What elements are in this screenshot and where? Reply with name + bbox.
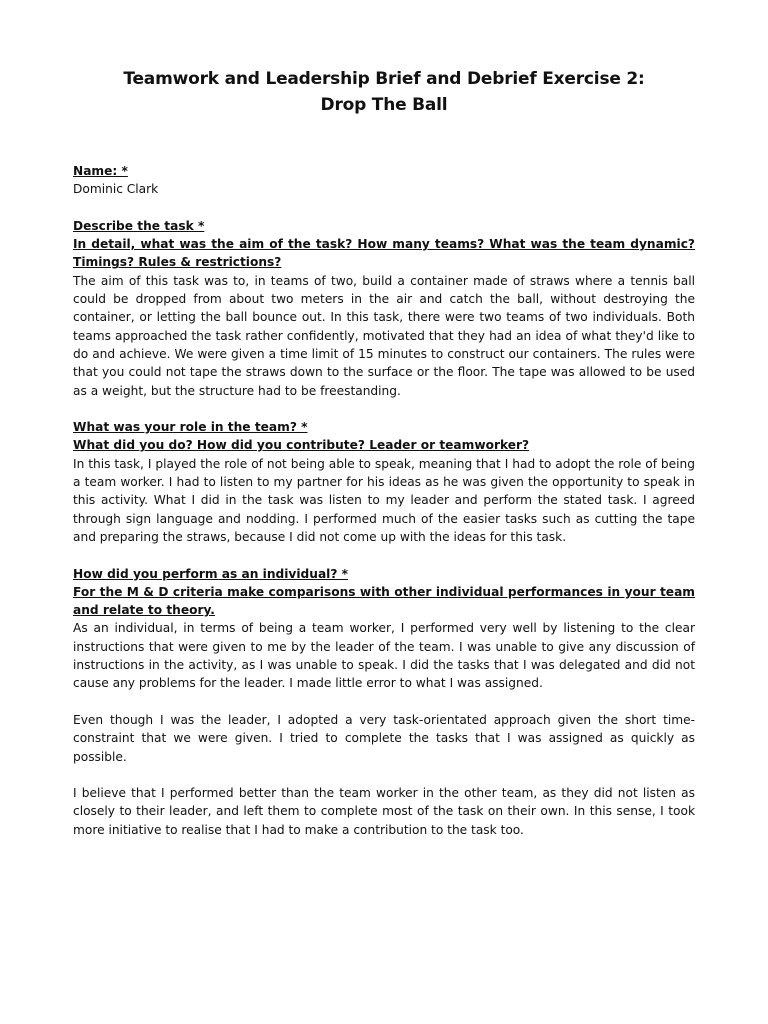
individual-answer-paragraph-2: Even though I was the leader, I adopted a very task-orientated approach given the short time-constraint that we were given. I tried to complete the tasks that I was assigned as quickly as possible.: [73, 712, 695, 764]
individual-prompt: For the M & D criteria make comparisons with other individual performances in your team and relate to theory.: [73, 584, 695, 618]
individual-section: [73, 565, 695, 839]
role-section: [73, 418, 695, 546]
role-prompt: What did you do? How did you contribute? Leader or teamworker?: [73, 438, 530, 453]
page-title: [73, 66, 695, 118]
task-section: [73, 217, 695, 400]
individual-answer-paragraph-3: I believe that I performed better than the team worker in the other team, as they did not listen as closely to their leader, and left them to complete most of the task on their own. In this sense, I took more initiative to realise that I had to make a contribution to the task too.: [73, 786, 695, 837]
task-answer: The aim of this task was to, in teams of two, build a container made of straws where a tennis ball could be dropped from about two meters in the air and catch the ball, without destroying the container, or letting the ball bounce out. In this task, there were two teams of two individuals. Both teams approached the task rather confidently, motivated that they had an idea of what they'd like to do and achieve. We were given a time limit of 15 minutes to construct our containers. The rules were that you could not tape the straws down to the surface or the floor. The tape was allowed to be used as a weight, but the structure had to be freestanding.: [73, 273, 695, 398]
title-line-2: Drop The Ball: [320, 95, 448, 115]
document-page: [73, 66, 695, 857]
name-value: Dominic Clark: [73, 182, 159, 197]
title-line-1: Teamwork and Leadership Brief and Debrief Exercise 2:: [123, 69, 645, 89]
individual-label: How did you perform as an individual? *: [73, 566, 349, 581]
name-label: Name: *: [73, 164, 128, 178]
name-section: [73, 162, 695, 199]
role-answer: In this task, I played the role of not being able to speak, meaning that I had to adopt the role of being a team worker. I had to listen to my partner for his ideas as he was given the opportunity to speak in this activity. What I did in the task was listen to my leader and perform the stated task. I agreed through sign language and nodding. I performed much of the easier tasks such as cutting the tape and preparing the straws, because I did not come up with the ideas for this task.: [73, 456, 695, 544]
individual-answer-paragraph-1: As an individual, in terms of being a team worker, I performed very well by listening to the clear instructions that were given to me by the leader of the team. I was unable to give any discussion of instructions in the activity, as I was unable to speak. I did the tasks that I was delegated and did not cause any problems for the leader. I made little error to what I was assigned.: [73, 621, 695, 691]
task-label: Describe the task *: [73, 218, 205, 233]
form-responses: [73, 162, 695, 839]
task-prompt: In detail, what was the aim of the task? How many teams? What was the team dynamic? Timings? Rules & restrictions?: [73, 237, 695, 270]
role-label: What was your role in the team? *: [73, 420, 308, 435]
